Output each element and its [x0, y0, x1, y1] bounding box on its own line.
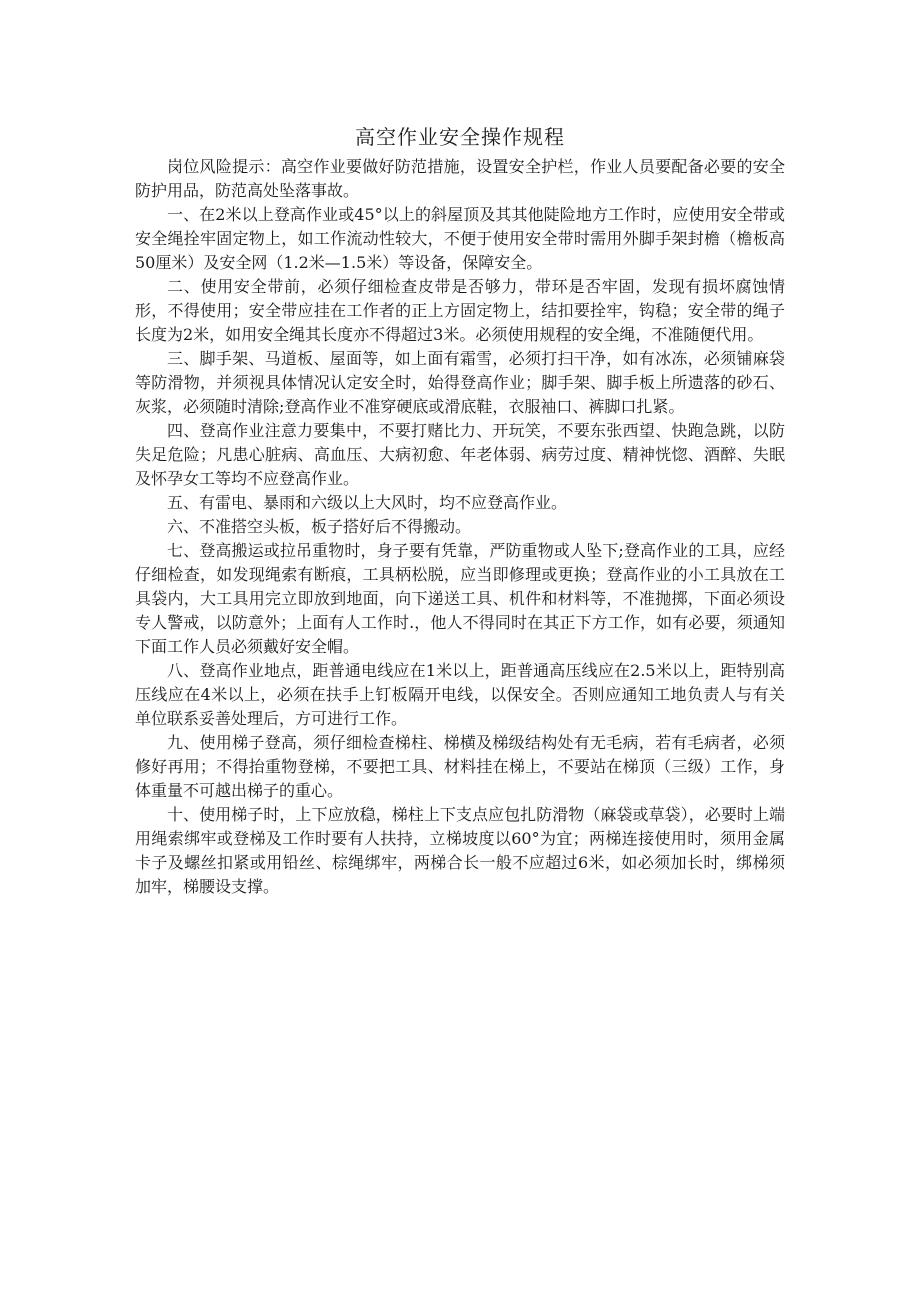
rule-paragraph-1: 一、在2米以上登高作业或45°以上的斜屋顶及其其他陡险地方工作时，应使用安全带或安全绳拴牢固定物上，如工作流动性较大，不便于使用安全带时需用外脚手架封檐（檐板高50厘米）及安全网（1.2米—1.5米）等设备，保障安全。	[135, 205, 785, 272]
rule-paragraph-4: 四、登高作业注意力要集中，不要打赌比力、开玩笑，不要东张西望、快跑急跳，以防失足危险；凡患心脏病、高血压、大病初愈、年老体弱、病劳过度、精神恍惚、酒醉、失眠及怀孕女工等均不应登高作业。	[135, 421, 785, 488]
rule-paragraph-10: 十、使用梯子时，上下应放稳，梯柱上下支点应包扎防滑物（麻袋或草袋），必要时上端用绳索绑牢或登梯及工作时要有人扶持，立梯坡度以60°为宜；两梯连接使用时，须用金属卡子及螺丝扣紧或用铅丝、棕绳绑牢，两梯合长一般不应超过6米，如必须加长时，绑梯须加牢，梯腰设支撑。	[135, 805, 785, 896]
rule-paragraph-6: 六、不准搭空头板，板子搭好后不得搬动。	[167, 517, 472, 536]
rule-paragraph-8: 八、登高作业地点，距普通电线应在1米以上，距普通高压线应在2.5米以上，距特别高压线应在4米以上，必须在扶手上钉板隔开电线，以保安全。否则应通知工地负责人与有关单位联系妥善处理后，方可进行工作。	[135, 661, 785, 728]
risk-notice-paragraph: 岗位风险提示：高空作业要做好防范措施，设置安全护栏，作业人员要配备必要的安全防护用品，防范高处坠落事故。	[135, 157, 785, 200]
document-page	[135, 0, 785, 899]
rule-paragraph-7: 七、登高搬运或拉吊重物时，身子要有凭靠，严防重物或人坠下;登高作业的工具，应经仔细检查，如发现绳索有断痕，工具柄松脱，应当即修理或更换；登高作业的小工具放在工具袋内，大工具用完立即放到地面，向下递送工具、机件和材料等，不准抛掷，下面必须设专人警戒，以防意外；上面有人工作时.，他人不得同时在其正下方工作，如有必要，须通知下面工作人员必须戴好安全帽。	[135, 541, 785, 656]
rule-paragraph-3: 三、脚手架、马道板、屋面等，如上面有霜雪，必须打扫干净，如有冰冻，必须铺麻袋等防滑物，并须视具体情况认定安全时，始得登高作业；脚手架、脚手板上所遗落的砂石、灰浆，必须随时清除;登高作业不准穿硬底或滑底鞋，衣服袖口、裤脚口扎紧。	[135, 349, 785, 416]
document-body	[135, 155, 785, 899]
rule-paragraph-2: 二、使用安全带前，必须仔细检查皮带是否够力，带环是否牢固，发现有损坏腐蚀情形，不得使用；安全带应挂在工作者的正上方固定物上，结扣要拴牢，钩稳；安全带的绳子长度为2米，如用安全绳其长度亦不得超过3米。必须使用规程的安全绳，不准随便代用。	[135, 277, 785, 344]
rule-paragraph-9: 九、使用梯子登高，须仔细检查梯柱、梯横及梯级结构处有无毛病，若有毛病者，必须修好再用；不得抬重物登梯，不要把工具、材料挂在梯上，不要站在梯顶（三级）工作，身体重量不可越出梯子的重心。	[135, 733, 785, 800]
rule-paragraph-5: 五、有雷电、暴雨和六级以上大风时，均不应登高作业。	[167, 493, 568, 512]
document-title: 高空作业安全操作规程	[355, 125, 565, 149]
